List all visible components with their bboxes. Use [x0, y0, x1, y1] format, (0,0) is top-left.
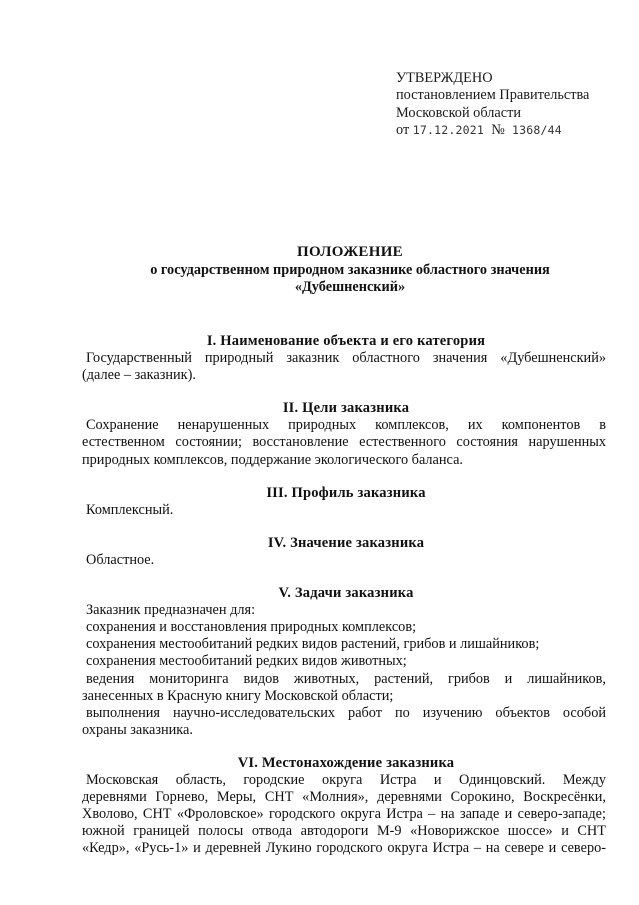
- section-6-line-3: Хволово, СНТ «Фроловское» городского округа Истра – на западе и северо-западе;: [82, 806, 606, 823]
- title-name: «Дубешненский»: [294, 279, 406, 295]
- approval-date: 17.12.2021: [412, 122, 485, 137]
- number-prefix: №: [491, 121, 505, 138]
- title-subtitle: о государственном природном заказнике областного значения: [150, 261, 550, 278]
- section-5-line-6: занесенных в Красную книгу Московской области;: [82, 687, 394, 704]
- approval-heading: УТВЕРЖДЕНО: [396, 70, 493, 86]
- document-body: [82, 333, 606, 857]
- section-6-line-2: деревнями Горнево, Меры, СНТ «Молния», деревнями Сорокино, Воскресёнки,: [82, 789, 606, 806]
- title-main: ПОЛОЖЕНИЕ: [297, 244, 403, 260]
- date-prefix: от: [396, 121, 410, 138]
- section-2-line-2: естественном состоянии; восстановление естественного состояния нарушенных: [82, 434, 606, 451]
- document-title: [80, 244, 620, 297]
- section-5-line-7: выполнения научно-исследовательских работ по изучению объектов особой: [86, 704, 606, 721]
- section-6-line-4: южной границей полосы отвода автодороги М-9 «Новорижское шоссе» и СНТ: [82, 823, 606, 840]
- approval-date-line: [396, 122, 589, 139]
- section-2-line-3: природных комплексов, поддержание экологического баланса.: [82, 451, 463, 468]
- approval-number: 1368/44: [512, 122, 562, 137]
- section-5-line-8: охраны заказника.: [82, 721, 193, 738]
- section-5-line-4: сохранения местообитаний редких видов животных;: [86, 653, 407, 670]
- section-5-line-3: сохранения местообитаний редких видов растений, грибов и лишайников;: [86, 636, 540, 653]
- section-1-heading: I. Наименование объекта и его категория: [206, 333, 486, 349]
- section-1-text: [86, 350, 606, 367]
- section-5-heading: V. Задачи заказника: [278, 585, 414, 602]
- section-5-line-2: сохранения и восстановления природных комплексов;: [86, 619, 417, 636]
- approval-region: Московской области: [396, 104, 521, 121]
- section-2-line-1: Сохранение ненарушенных природных комплексов, их компонентов в: [86, 417, 606, 434]
- section-3-heading: III. Профиль заказника: [266, 484, 426, 501]
- section-6-line-5: «Кедр», «Русь-1» и деревней Лукино городского округа Истра – на севере и северо-: [82, 840, 606, 857]
- section-6-line-1: Московская область, городские округа Истра и Одинцовский. Между: [86, 771, 606, 788]
- section-1-line-2: (далее – заказник).: [82, 367, 196, 384]
- section-2-heading: II. Цели заказника: [282, 400, 410, 417]
- section-1-line-1: Государственный природный заказник областного значения «Дубешненский»: [86, 350, 606, 367]
- section-6-heading: VI. Местонахождение заказника: [237, 754, 455, 771]
- section-4-text: Областное.: [86, 551, 155, 568]
- section-3-text: Комплексный.: [86, 501, 174, 518]
- section-4-heading: IV. Значение заказника: [267, 534, 425, 551]
- section-5-line-5: ведения мониторинга видов животных, растений, грибов и лишайников,: [86, 670, 606, 687]
- approval-stamp-block: [396, 70, 589, 139]
- approval-authority: постановлением Правительства: [396, 87, 590, 104]
- section-5-line-1: Заказник предназначен для:: [86, 602, 256, 619]
